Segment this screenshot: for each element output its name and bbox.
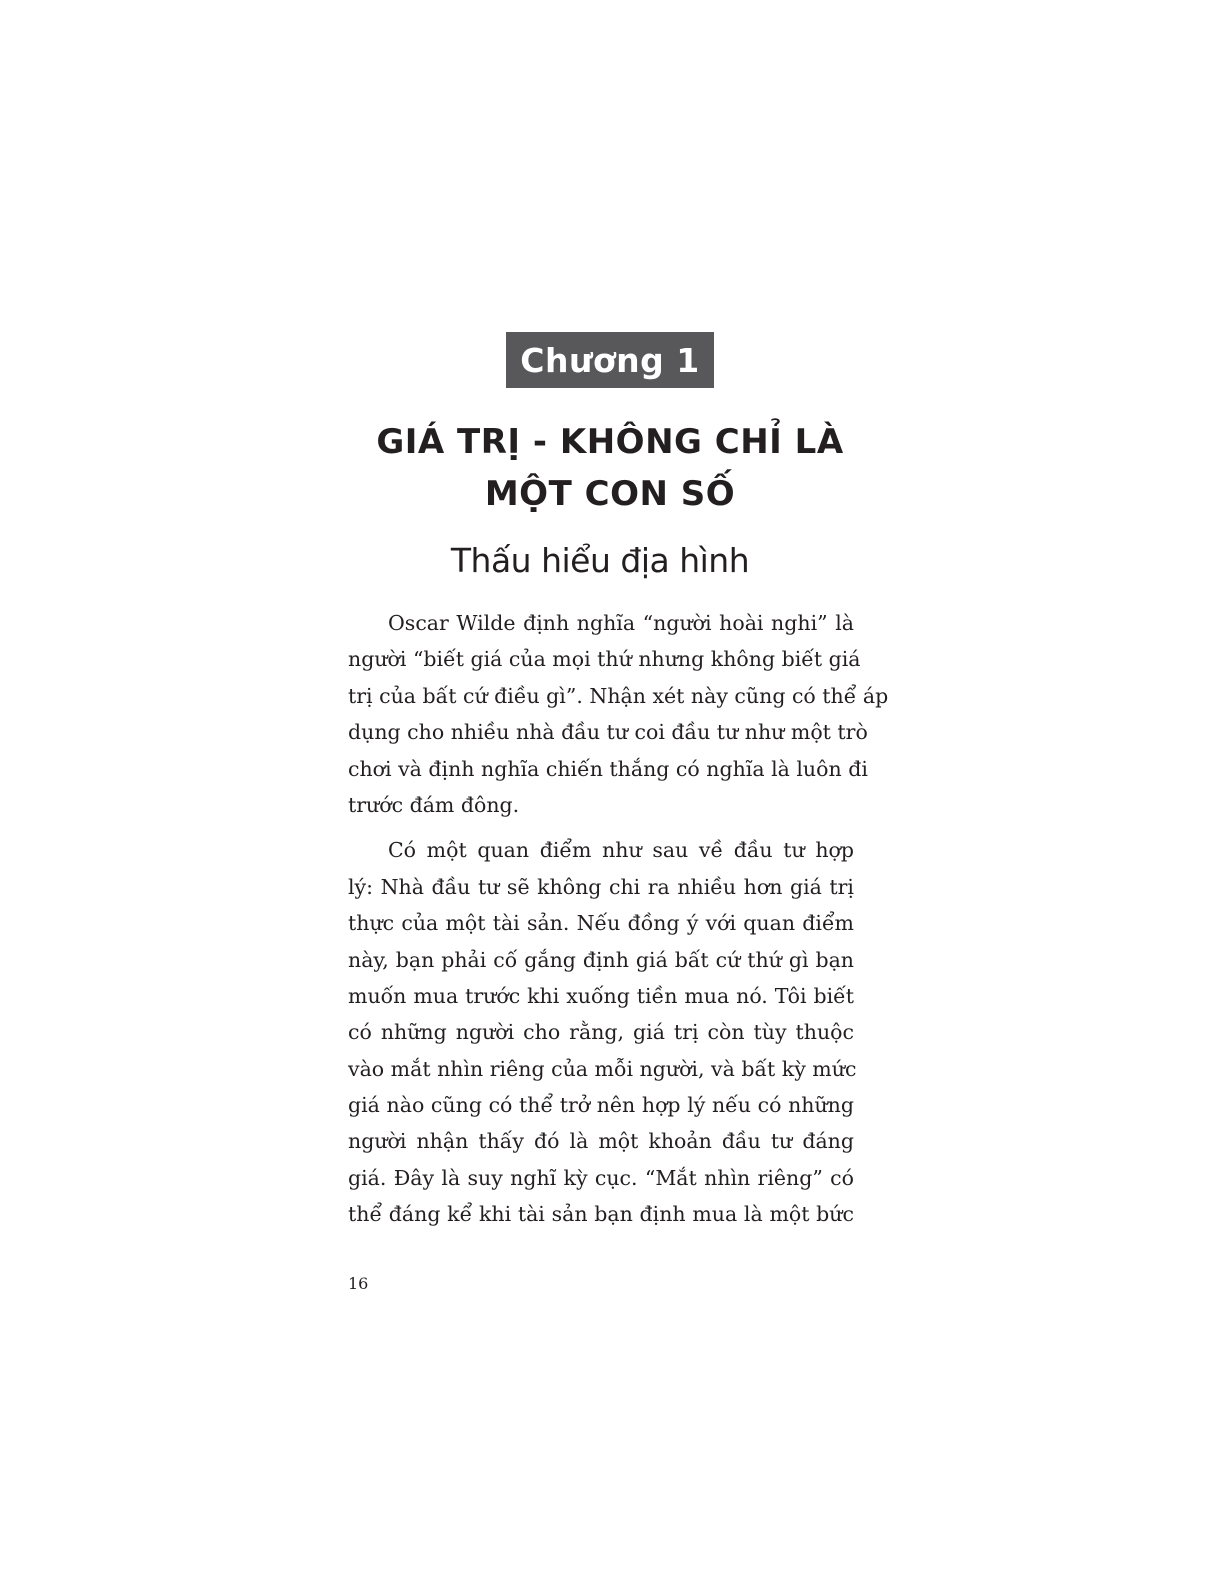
text-line: người “biết giá của mọi thứ nhưng không biết giá <box>348 647 861 672</box>
chapter-title-line: GIÁ TRỊ - KHÔNG CHỈ LÀ <box>376 422 844 462</box>
text-line: trị của bất cứ điều gì”. Nhận xét này cũng có thể áp <box>348 683 889 708</box>
text-line: vào mắt nhìn riêng của mỗi người, và bất kỳ mức <box>348 1056 857 1081</box>
chapter-label: Chương 1 <box>520 340 700 380</box>
text-line: Có một quan điểm như sau về đầu tư hợp <box>388 838 854 863</box>
text-line: dụng cho nhiều nhà đầu tư coi đầu tư như một trò <box>348 720 868 745</box>
text-line: chơi và định nghĩa chiến thắng có nghĩa là luôn đi <box>348 756 868 781</box>
paragraph <box>348 832 857 1232</box>
section-heading: Thấu hiểu địa hình <box>450 541 750 580</box>
text-line: lý: Nhà đầu tư sẽ không chi ra nhiều hơn giá trị <box>348 874 854 899</box>
chapter-title <box>300 416 920 520</box>
chapter-title-line: MỘT CON SỐ <box>484 474 736 514</box>
paragraph <box>348 605 889 823</box>
text-line: có những người cho rằng, giá trị còn tùy thuộc <box>348 1020 854 1045</box>
text-line: này, bạn phải cố gắng định giá bất cứ thứ gì bạn <box>348 947 854 972</box>
chapter-label-box <box>506 332 714 388</box>
text-line: trước đám đông. <box>348 792 520 817</box>
text-line: muốn mua trước khi xuống tiền mua nó. Tôi biết <box>348 983 854 1008</box>
body-text <box>348 605 889 1233</box>
page-number: 16 <box>348 1274 369 1293</box>
text-line: người nhận thấy đó là một khoản đầu tư đáng <box>348 1129 854 1154</box>
text-line: thể đáng kể khi tài sản bạn định mua là một bức <box>348 1202 854 1227</box>
text-line: giá. Đây là suy nghĩ kỳ cục. “Mắt nhìn riêng” có <box>348 1165 854 1190</box>
text-line: Oscar Wilde định nghĩa “người hoài nghi” là <box>388 611 854 635</box>
text-line: thực của một tài sản. Nếu đồng ý với quan điểm <box>348 911 854 936</box>
text-line: giá nào cũng có thể trở nên hợp lý nếu có những <box>348 1093 854 1118</box>
